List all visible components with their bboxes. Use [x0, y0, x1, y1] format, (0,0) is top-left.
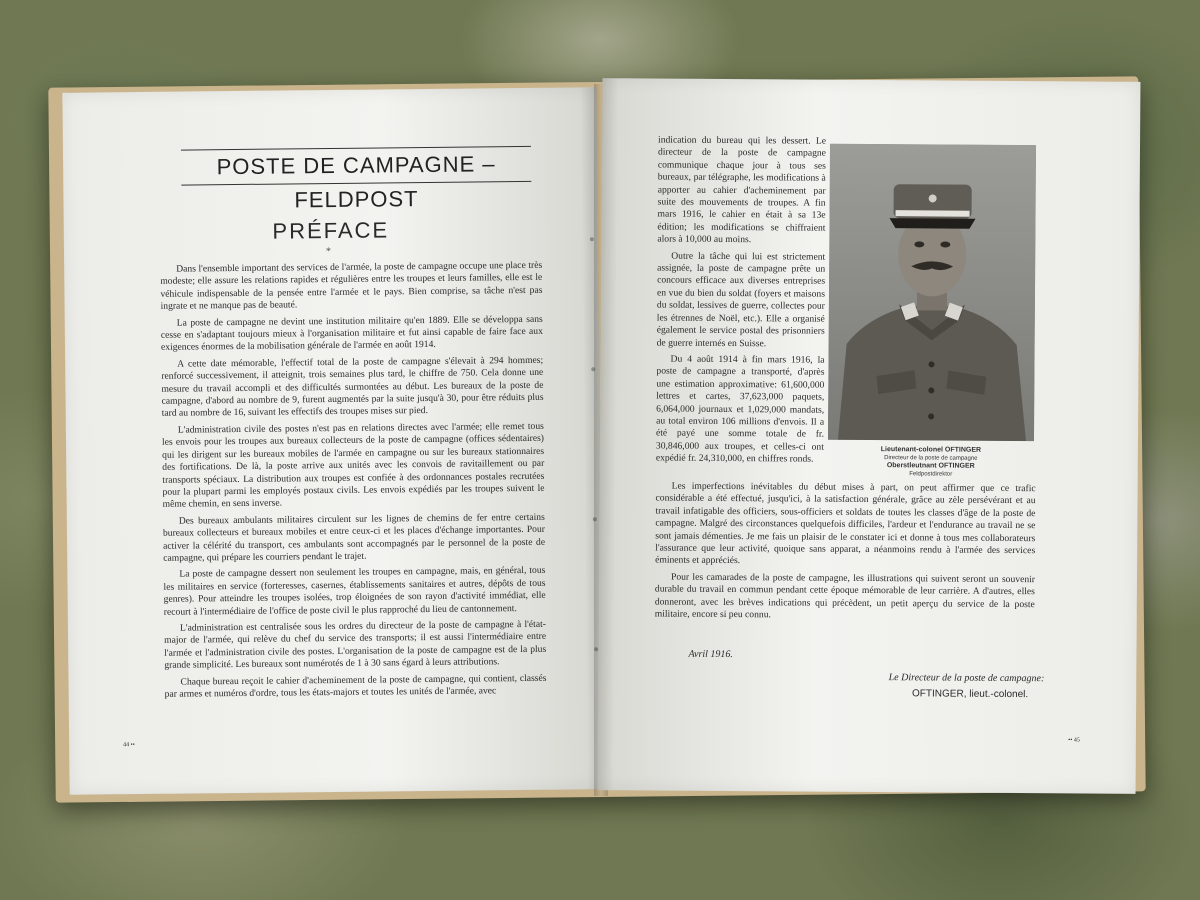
paragraph: L'administration civile des postes n'est pas en relations directes avec l'armée; elle remet tous les envois pour les troupes aux bureaux collecteurs de la poste de campagne (offices sédentaires) qui les dirigent sur les bureaux mobiles de l'armée en campagne ou sur les bureaux stationnaires des fortifications. De là, la poste arrive aux unités avec les convois de ravitaillement ou par transports spéciaux. La distribution aux troupes est confiée à des ordonnances postales recrutées pour la plupart parmi les employés postaux civils. Les envois expédiés par les troupes suivent le même chemin, en sens inverse. [161, 420, 545, 511]
title-ornament: * [325, 246, 332, 258]
portrait-illustration [828, 144, 1036, 441]
portrait-photo [828, 144, 1036, 441]
right-page [598, 78, 1141, 794]
signer-title: Le Directeur de la poste de campagne: [888, 672, 1045, 685]
page-number-right: •• 45 [1068, 737, 1080, 744]
paragraph: L'administration est centralisée sous les ordres du directeur de la poste de campagne à l'état-major de l'armée, qui relève du chef du service des transports; il est aussi l'intermédiaire entre l'armée et l'administration civile des postes. L'organisation de la poste de campagne est de la plus grande simplicité. Les bureaux sont numérotés de 1 à 30 sans égard à leurs attributions. [164, 618, 547, 671]
left-page [62, 87, 603, 795]
page-title: PRÉFACE [272, 217, 390, 244]
paragraph: A cette date mémorable, l'effectif total de la poste de campagne s'élevait à 294 hommes; renforcé successivement, il atteignit, trois semaines plus tard, le chiffre de 750. Cela donne une mesure du travail accompli et des difficultés surmontées au début. Les bureaux de la poste de campagne, d'abord au nombre de 9, furent augmentés par la suite jusqu'à 30, pour être réduits plus tard au nombre de 16, suivant les effectifs des troupes mises sur pied. [161, 354, 544, 420]
portrait-caption [828, 446, 1034, 479]
caption-line: Oberstleutnant OFTINGER [886, 462, 975, 470]
caption-line: Lieutenant-colonel OFTINGER [880, 446, 982, 454]
paragraph: Des bureaux ambulants militaires circulent sur les lignes de chemins de fer entre certains bureaux collecteurs et bureaux mobiles et entre ceux-ci et les places d'échange importantes. Pour activer la célérité du transport, ces ambulants sont accompagnés par le personnel de la poste de campagne, qui prépare les courriers pendant le trajet. [162, 511, 546, 564]
signer-name: OFTINGER, lieut.-colonel. [912, 688, 1029, 701]
page-number-left: 44 •• [123, 742, 135, 749]
closing-text [655, 481, 1036, 628]
paragraph: Les imperfections inévitables du début mises à part, on peut affirmer que ce trafic considérable a été effectué, jusqu'ici, à la satisfaction générale, grâce au zèle persévérant et au travail infatigable des officiers, sous-officiers et soldats de toutes les classes d'âge de la poste de campagne. Malgré des circonstances quelquefois difficiles, l'ardeur et l'endurance au travail ne se sont jamais démenties. Je me fais un plaisir de le constater ici et donne à tous mes collaborateurs l'assurance que leur activité, quoique sans apparat, a néanmoins rendu à l'armée des services éminents et appréciés. [655, 480, 1036, 567]
paragraph: Du 4 août 1914 à fin mars 1916, la poste de campagne a transporté, d'après une estimation approximative: 61,600,000 lettres et cartes, 37,623,000 paquets, 6,064,000 journaux et 1,029,000 mandats, au total environ 106 millions d'envois. Il a été payé une somme totale de fr. 30,846,000 aux troupes, et celles-ci ont expédié fr. 24,310,000, en chiffres ronds. [655, 353, 825, 465]
caption-line: Feldpostdirektor [909, 471, 953, 478]
page-header: POSTE DE CAMPAGNE – FELDPOST [181, 146, 531, 186]
column-text [656, 135, 826, 471]
caption-line: Directeur de la poste de campagne [884, 455, 978, 462]
date-line: Avril 1916. [688, 648, 733, 661]
preface-text [160, 260, 547, 705]
paragraph: Outre la tâche qui lui est strictement assignée, la poste de campagne prête un concours efficace aux diverses entreprises en vue du bien du soldat (foyers et maisons du soldat, lessives de guerre, collectes pour les étrennes de Noël, etc.). Elle a organisé également le service postal des prisonniers de guerre internés en Suisse. [656, 250, 826, 349]
paragraph: Chaque bureau reçoit le cahier d'acheminement de la poste de campagne, qui contient, classés par armes et numéros d'ordre, tous les états-majors et toutes les unités de l'armée, avec [164, 672, 547, 700]
paragraph: indication du bureau qui les dessert. Le directeur de la poste de campagne communique chaque jour à tous ses bureaux, par télégraphe, les modifications à apporter au cahier d'acheminement par suite des mouvements de troupes. A fin mars 1916, le cahier en était à sa 13e édition; les modifications se chiffraient alors à 10,000 au moins. [657, 134, 827, 246]
paragraph: La poste de campagne ne devint une institution militaire qu'en 1889. Elle se développa sans cesse en s'adaptant toujours mieux à l'organisation militaire et fut ainsi capable de faire face aux exigences énormes de la mobilisation générale de l'armée en août 1914. [160, 313, 543, 354]
paragraph: Dans l'ensemble important des services de l'armée, la poste de campagne occupe une place très modeste; elle assure les relations rapides et régulières entre les troupes et leurs familles, elle est le véhicule indispensable de la pensée entre l'armée et le pays. Bien comprise, sa tâche n'est pas ingrate et ne manque pas de beauté. [160, 259, 543, 313]
paragraph: Pour les camarades de la poste de campagne, les illustrations qui suivent seront un souvenir durable du travail en commun pendant cette époque mémorable de leur carrière. A d'autres, elles donneront, avec les brèves indications qui précèdent, un petit aperçu du service de la poste militaire, encore si peu connu. [654, 571, 1036, 621]
paragraph: La poste de campagne dessert non seulement les troupes en campagne, mais, en général, tous les militaires en service (forteresses, casernes, établissements sanitaires et autres, dépôts de tous genres). Pour atteindre les troupes isolées, trop éloignées de son rayon d'activité immédiat, elle recourt à l'intermédiaire de l'office de poste civil le plus rapproché du lieu de cantonnement. [163, 565, 546, 618]
